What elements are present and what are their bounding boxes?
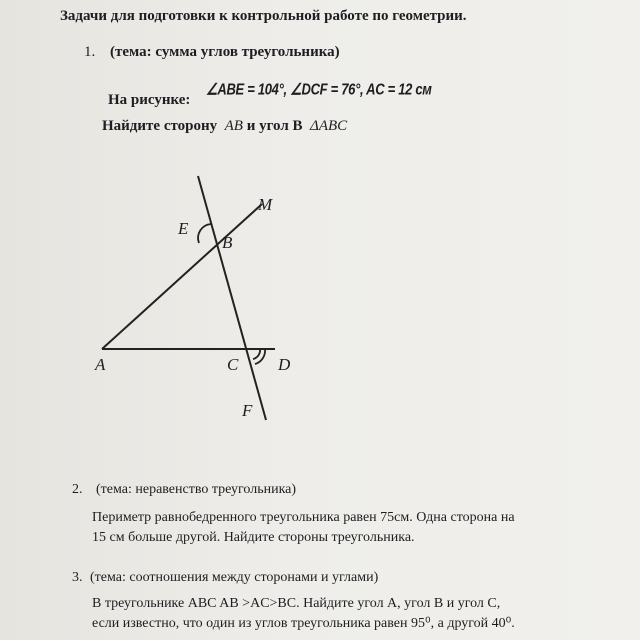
page-title: Задачи для подготовки к контрольной работе по геометрии. <box>60 8 467 24</box>
task3-number: 3. <box>72 570 83 585</box>
task2-line2: 15 см больше другой. Найдите стороны треугольника. <box>92 530 415 545</box>
label-f: F <box>242 401 253 420</box>
line-ef <box>198 176 266 420</box>
task1-find-prefix: Найдите сторону <box>102 118 218 134</box>
label-e: E <box>178 219 189 238</box>
task2-line1: Периметр равнобедренного треугольника равен 75см. Одна сторона на <box>92 510 515 525</box>
task2-body <box>92 508 515 548</box>
task1-find-middle: и угол В <box>246 118 303 134</box>
angle-arc-abe <box>198 224 211 243</box>
label-m: M <box>258 195 273 214</box>
task1-number: 1. <box>84 44 96 60</box>
label-c: C <box>227 355 239 374</box>
label-d: D <box>278 355 291 374</box>
label-b: B <box>222 233 233 252</box>
angle-arc-dcf-inner <box>253 349 260 359</box>
task3-line1: В треугольнике ABC AB >AC>BC. Найдите угол A, угол B и угол C, <box>92 596 501 611</box>
task1-given-values: ∠ABE = 104°, ∠DCF = 76°, AC = 12 см <box>206 80 432 98</box>
task1-find-side: AB <box>224 118 243 134</box>
task3-line2: если известно, что один из углов треугольника равен 95⁰, а другой 40⁰. <box>92 616 515 631</box>
task2-number: 2. <box>72 482 83 497</box>
task2-topic: (тема: неравенство треугольника) <box>96 482 297 497</box>
task1-given-label: На рисунке: <box>108 92 191 108</box>
label-a: A <box>95 355 106 374</box>
task3-body <box>92 594 515 634</box>
task3-topic: (тема: соотношения между сторонами и углами) <box>90 570 379 585</box>
task1-topic: (тема: сумма углов треугольника) <box>110 44 340 60</box>
task1-find-triangle: ΔABC <box>310 118 348 134</box>
